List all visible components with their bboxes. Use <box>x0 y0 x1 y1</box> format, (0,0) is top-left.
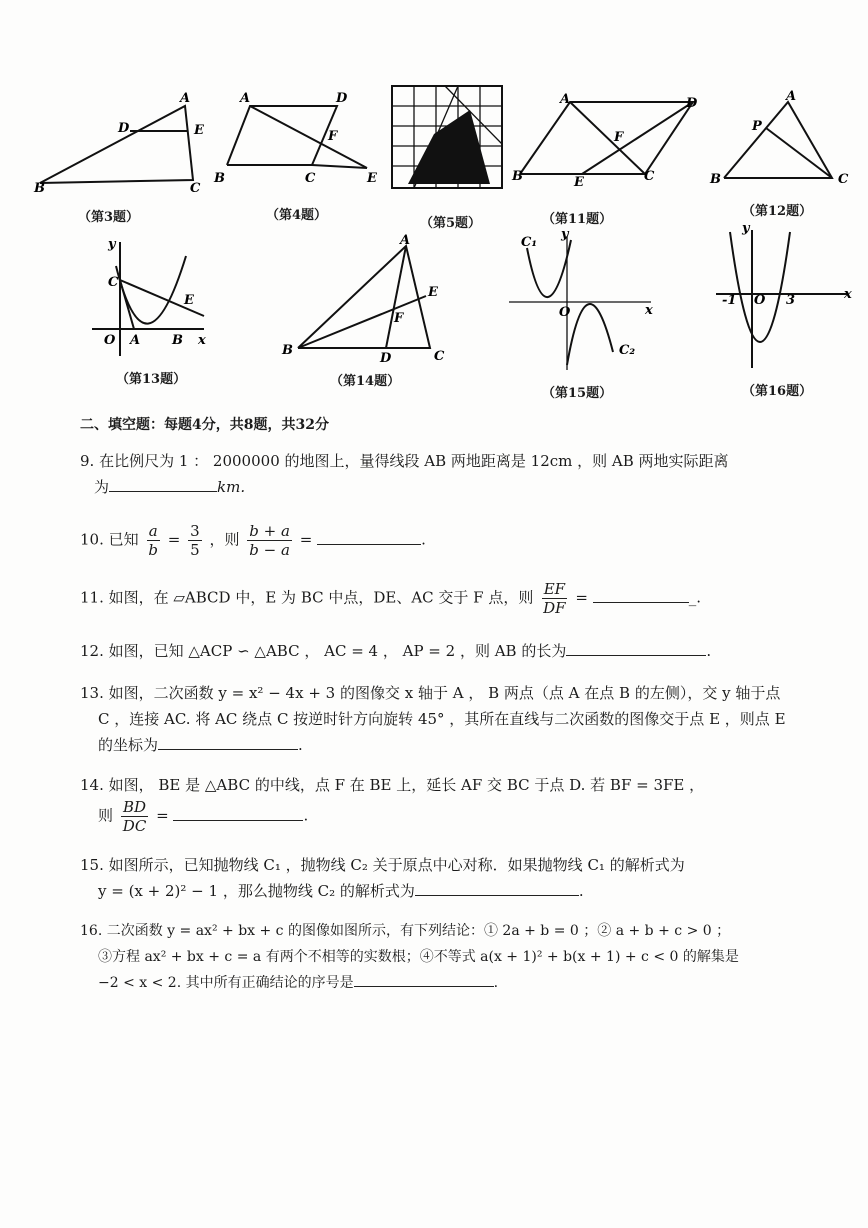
question-16: 16. 二次函数 y = ax² + bx + c 的图像如图所示，有下列结论：① 2a + b = 0 ；② a + b + c > 0 ； ③方程 ax² + bx + c = a 有两个不相等的实数根；④不等式 a(x + 1)² + b(x + 1) + c < 0 的解集是 −2 < x < 2. 其中所有正确结论的序号是 . <box>80 918 739 996</box>
q16-line2: ③方程 ax² + bx + c = a 有两个不相等的实数根；④不等式 a(x + 1)² + b(x + 1) + c < 0 的解集是 <box>98 949 739 965</box>
label-3: 3 <box>786 293 796 308</box>
question-13: 13. 如图，二次函数 y = x² − 4x + 3 的图像交 x 轴于 A ， B 两点（点 A 在点 B 的左侧），交 y 轴于点 C ，连接 AC. 将 AC 绕点 C 按逆时针方向旋转 45° ，其所在直线与二次函数的图像交于点 E ，则点 E 的坐标为 . <box>80 680 786 758</box>
parabola-graph-q13 <box>86 236 216 361</box>
figure-q11 <box>508 90 703 190</box>
figure-q4 <box>212 90 392 200</box>
label-x: x <box>645 303 653 318</box>
label-y: y <box>742 221 750 236</box>
answer-blank-q11[interactable] <box>593 588 689 603</box>
label-e: E <box>367 171 377 186</box>
section-title: 二、填空题：每题4分，共8题，共32分 <box>80 417 329 433</box>
q14-line1: 14. 如图， BE 是 △ABC 的中线，点 F 在 BE 上，延长 AF 交 BC 于点 D. 若 BF = 3FE ， <box>80 776 705 794</box>
question-12: 12. 如图，已知 △ACP ∽ △ABC ， AC = 4 ， AP = 2 ，则 AB 的长为 . <box>80 642 712 660</box>
q15-line1: 15. 如图所示，已知抛物线 C₁ ，抛物线 C₂ 关于原点中心对称．如果抛物线 C₁ 的解析式为 <box>80 856 685 874</box>
caption-q16: （第16题） <box>742 384 813 399</box>
figure-q3 <box>30 88 210 198</box>
label-b: B <box>710 172 721 187</box>
q13-line2: C ，连接 AC. 将 AC 绕点 C 按逆时针方向旋转 45° ，其所在直线与二次函数的图像交于点 E ，则点 E <box>98 710 786 728</box>
label-c: C <box>108 275 119 290</box>
parallelogram-diagram-q4 <box>212 90 392 200</box>
triangle-diagram-q3 <box>30 88 210 198</box>
label-b: B <box>282 343 293 358</box>
label-x: x <box>198 333 206 348</box>
label-e: E <box>574 175 584 190</box>
label-e: E <box>184 293 194 308</box>
fraction-b-plus-a-over-b-minus-a: $\frac{b + a}{b - a}$ <box>249 522 290 559</box>
caption-q3: （第3题） <box>78 210 140 225</box>
label-c1: C₁ <box>521 235 538 250</box>
label-b: B <box>172 333 183 348</box>
label-d: D <box>336 91 348 106</box>
label-a: A <box>400 233 411 248</box>
q10-prefix: 10. 已知 <box>80 530 139 549</box>
caption-q4: （第4题） <box>266 208 328 223</box>
label-c: C <box>305 171 316 186</box>
answer-blank-q14[interactable] <box>173 806 303 821</box>
question-9 <box>80 448 729 500</box>
label-y: y <box>108 237 116 252</box>
answer-blank-q13[interactable] <box>158 735 298 750</box>
label-b: B <box>512 169 523 184</box>
label-y: y <box>561 227 569 242</box>
label-x: x <box>844 287 852 302</box>
figure-q15 <box>505 227 660 380</box>
label-o: O <box>754 293 766 308</box>
answer-blank-q10[interactable] <box>317 530 421 545</box>
label-b: B <box>34 181 45 196</box>
question-11: 11. 如图，在 ▱ABCD 中，E 为 BC 中点，DE、AC 交于 F 点，则 $\frac{EF}{DF}$ = _. <box>80 580 702 617</box>
label-d: D <box>380 351 392 366</box>
fraction-bd-over-dc: $\frac{BD}{DC}$ <box>122 798 147 835</box>
q12-text: 12. 如图，已知 △ACP ∽ △ABC ， AC = 4 ， AP = 2 ，则 AB 的长为 <box>80 642 567 660</box>
caption-q11: （第11题） <box>542 212 613 227</box>
label-a: A <box>786 89 797 104</box>
label-e: E <box>428 285 438 300</box>
figure-q5 <box>390 84 506 192</box>
figure-q12 <box>708 88 858 188</box>
label-o: O <box>559 305 571 320</box>
caption-q12: （第12题） <box>742 204 813 219</box>
q9-prefix: 为 <box>94 478 110 496</box>
label-f: F <box>328 129 338 144</box>
label-c: C <box>190 181 201 196</box>
caption-q5: （第5题） <box>420 216 482 231</box>
label-c: C <box>434 349 445 364</box>
triangle-diagram-q14 <box>278 234 458 364</box>
caption-q13: （第13题） <box>116 372 187 387</box>
q9-line1: 9. 在比例尺为 1 ： 2000000 的地图上，量得线段 AB 两地距离是 12cm ，则 AB 两地实际距离 <box>80 452 729 470</box>
label-p: P <box>752 119 762 134</box>
figure-q13 <box>86 236 216 361</box>
parabola-graph-q16 <box>712 222 857 372</box>
label-c2: C₂ <box>619 343 636 358</box>
label-a: A <box>180 91 191 106</box>
label-c: C <box>838 172 849 187</box>
label-e: E <box>194 123 204 138</box>
answer-blank-q16[interactable] <box>354 972 494 987</box>
parabola-graph-q15 <box>505 227 660 380</box>
question-14: 14. 如图， BE 是 △ABC 的中线，点 F 在 BE 上，延长 AF 交 BC 于点 D. 若 BF = 3FE ， 则 $\frac{BD}{DC}$ = . <box>80 772 704 835</box>
label-c: C <box>644 169 655 184</box>
label-f: F <box>394 311 404 326</box>
parallelogram-diagram-q11 <box>508 90 703 190</box>
label-d: D <box>118 121 130 136</box>
caption-q14: （第14题） <box>330 374 401 389</box>
triangle-diagram-q12 <box>708 88 858 188</box>
question-15: 15. 如图所示，已知抛物线 C₁ ，抛物线 C₂ 关于原点中心对称．如果抛物线 C₁ 的解析式为 y = (x + 2)² − 1 ，那么抛物线 C₂ 的解析式为 . <box>80 852 685 904</box>
q9-unit: km. <box>217 478 246 496</box>
label-a: A <box>130 333 141 348</box>
label-a: A <box>560 92 571 107</box>
fraction-3-over-5: $\frac{3}{5}$ <box>190 522 200 559</box>
answer-blank-q9[interactable] <box>109 477 217 492</box>
q16-line1: 16. 二次函数 y = ax² + bx + c 的图像如图所示，有下列结论：① 2a + b = 0 ；② a + b + c > 0 ； <box>80 923 731 939</box>
figure-q16 <box>712 222 857 372</box>
label-b: B <box>214 171 225 186</box>
label-f: F <box>614 130 624 145</box>
caption-q15: （第15题） <box>542 386 613 401</box>
label-a: A <box>240 91 251 106</box>
fraction-ef-over-df: $\frac{EF}{DF}$ <box>543 580 566 617</box>
q13-line1: 13. 如图，二次函数 y = x² − 4x + 3 的图像交 x 轴于 A ， B 两点（点 A 在点 B 的左侧），交 y 轴于点 <box>80 684 781 702</box>
fraction-a-over-b: $\frac{a}{b}$ <box>148 522 159 559</box>
label-d: D <box>686 96 698 111</box>
figure-q14 <box>278 234 458 364</box>
answer-blank-q12[interactable] <box>566 641 706 656</box>
label-o: O <box>104 333 116 348</box>
q11-text: 11. 如图，在 ▱ABCD 中，E 为 BC 中点，DE、AC 交于 F 点，则 <box>80 588 534 607</box>
question-10: 10. 已知 $\frac{a}{b}$ = $\frac{3}{5}$ ，则 $\frac{b + a}{b - a}$ = . <box>80 522 426 559</box>
label-neg1: -1 <box>722 293 737 308</box>
answer-blank-q15[interactable] <box>415 881 579 896</box>
grid-diagram-q5 <box>390 84 506 192</box>
